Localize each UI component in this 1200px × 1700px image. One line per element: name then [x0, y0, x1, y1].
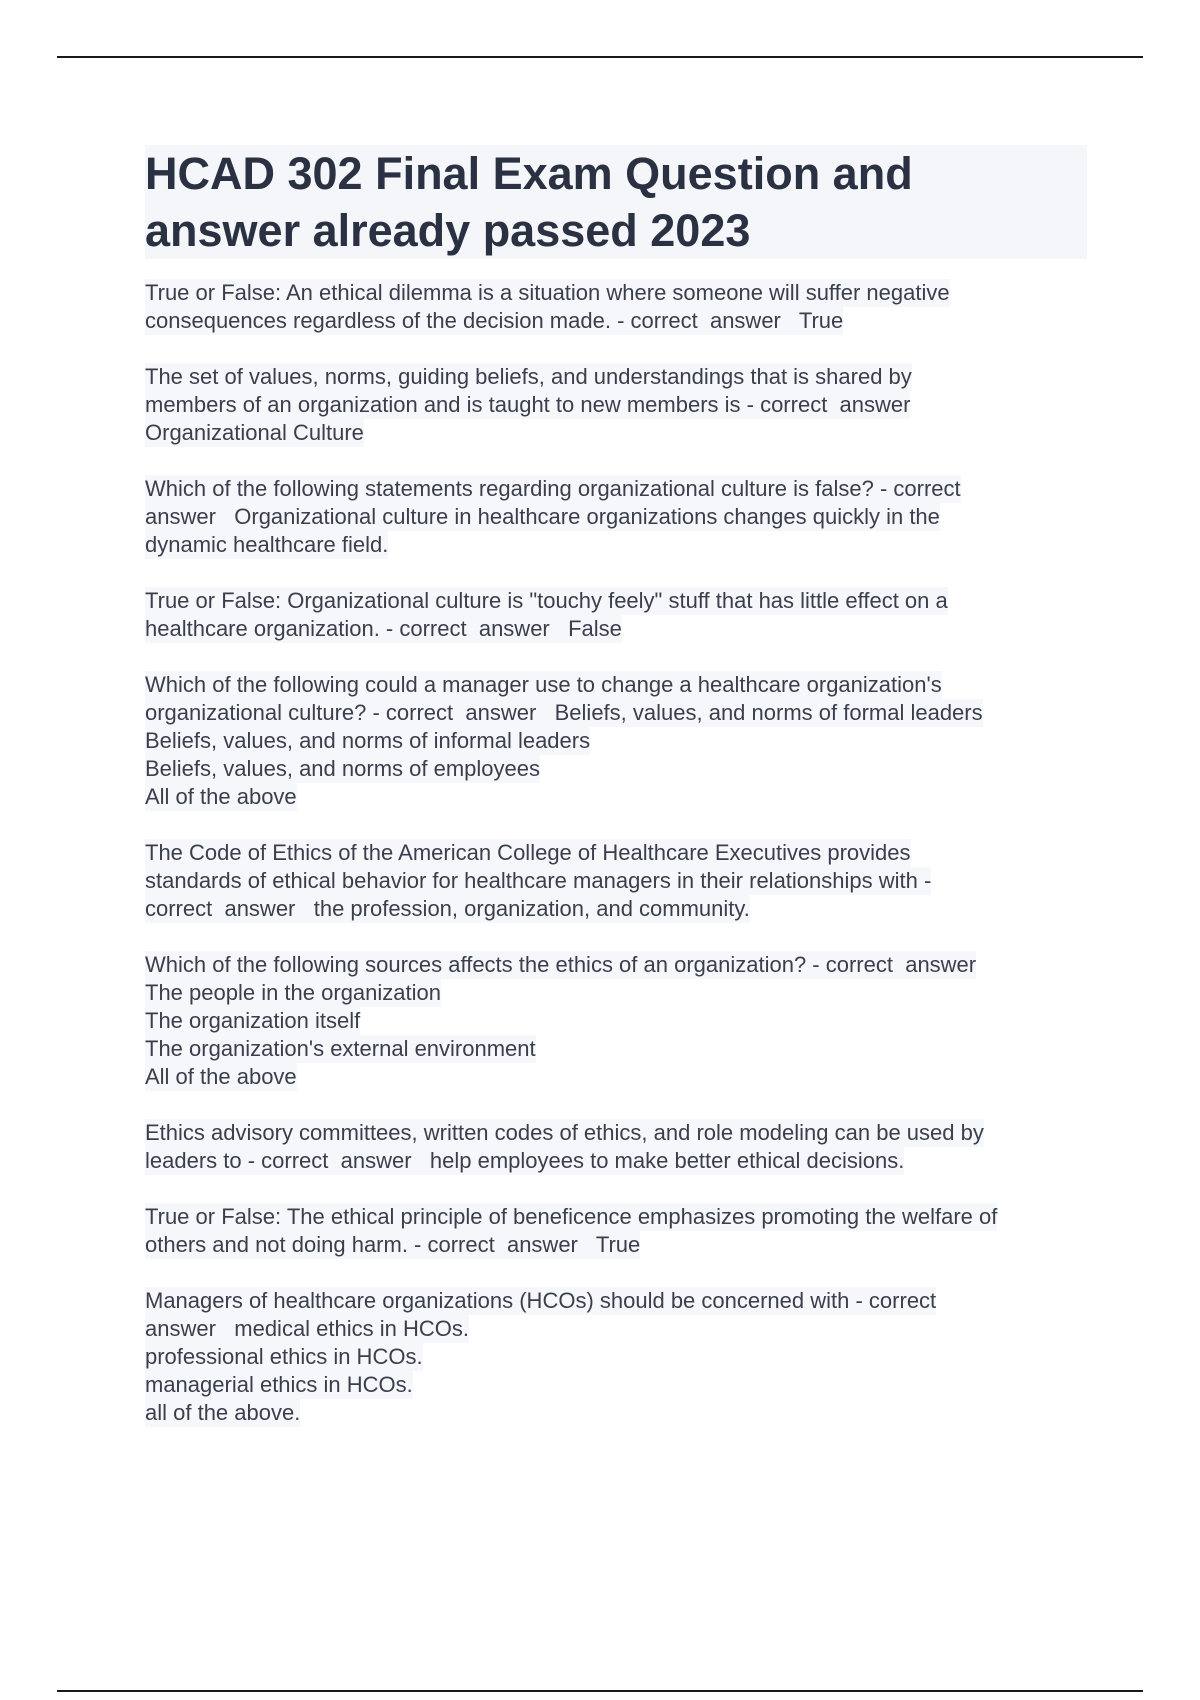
- qa-line: The Code of Ethics of the American College of Healthcare Executives provides: [145, 840, 911, 865]
- qa-line: Which of the following could a manager use to change a healthcare organization's: [145, 672, 942, 697]
- qa-line: Which of the following sources affects the ethics of an organization? - correct answer: [145, 952, 977, 977]
- qa-item: [145, 1287, 1090, 1427]
- qa-line: answer Organizational culture in healthcare organizations changes quickly in the: [145, 504, 940, 529]
- qa-item: [145, 279, 1090, 335]
- qa-line: Ethics advisory committees, written codes of ethics, and role modeling can be used by: [145, 1120, 984, 1145]
- qa-line: managerial ethics in HCOs.: [145, 1372, 413, 1397]
- document-body: [145, 145, 1090, 1455]
- qa-line: answer medical ethics in HCOs.: [145, 1316, 469, 1341]
- title-line: HCAD 302 Final Exam Question and: [145, 148, 913, 199]
- qa-line: The people in the organization: [145, 980, 441, 1005]
- qa-item: [145, 951, 1090, 1091]
- qa-line: members of an organization and is taught to new members is - correct answer: [145, 392, 911, 417]
- qa-line: dynamic healthcare field.: [145, 532, 389, 557]
- qa-line: organizational culture? - correct answer Beliefs, values, and norms of formal leaders: [145, 700, 983, 725]
- qa-line: Organizational Culture: [145, 420, 364, 445]
- qa-item: [145, 587, 1090, 643]
- qa-line: True or False: Organizational culture is "touchy feely" stuff that has little effect on a: [145, 588, 948, 613]
- top-rule: [57, 56, 1143, 58]
- qa-line: The organization's external environment: [145, 1036, 536, 1061]
- qa-line: professional ethics in HCOs.: [145, 1344, 423, 1369]
- qa-line: The organization itself: [145, 1008, 361, 1033]
- qa-line: leaders to - correct answer help employees to make better ethical decisions.: [145, 1148, 905, 1173]
- qa-line: All of the above: [145, 1064, 297, 1089]
- document-title: [145, 145, 1087, 259]
- qa-line: all of the above.: [145, 1400, 301, 1425]
- title-line: answer already passed 2023: [145, 205, 751, 256]
- qa-line: correct answer the profession, organization, and community.: [145, 896, 750, 921]
- qa-item: [145, 1203, 1090, 1259]
- qa-item: [145, 1119, 1090, 1175]
- qa-line: Beliefs, values, and norms of employees: [145, 756, 540, 781]
- qa-line: Beliefs, values, and norms of informal leaders: [145, 728, 591, 753]
- qa-item: [145, 839, 1090, 923]
- qa-line: healthcare organization. - correct answer False: [145, 616, 622, 641]
- qa-line: others and not doing harm. - correct answer True: [145, 1232, 641, 1257]
- qa-line: standards of ethical behavior for healthcare managers in their relationships with -: [145, 868, 932, 893]
- qa-line: True or False: An ethical dilemma is a situation where someone will suffer negative: [145, 280, 950, 305]
- qa-item: [145, 475, 1090, 559]
- qa-line: The set of values, norms, guiding beliefs, and understandings that is shared by: [145, 364, 912, 389]
- bottom-rule: [57, 1690, 1143, 1692]
- qa-line: consequences regardless of the decision made. - correct answer True: [145, 308, 844, 333]
- qa-item: [145, 671, 1090, 811]
- qa-line: True or False: The ethical principle of beneficence emphasizes promoting the welfare of: [145, 1204, 998, 1229]
- qa-line: Which of the following statements regarding organizational culture is false? - correct: [145, 476, 961, 501]
- qa-item: [145, 363, 1090, 447]
- qa-line: Managers of healthcare organizations (HCOs) should be concerned with - correct: [145, 1288, 937, 1313]
- qa-line: All of the above: [145, 784, 297, 809]
